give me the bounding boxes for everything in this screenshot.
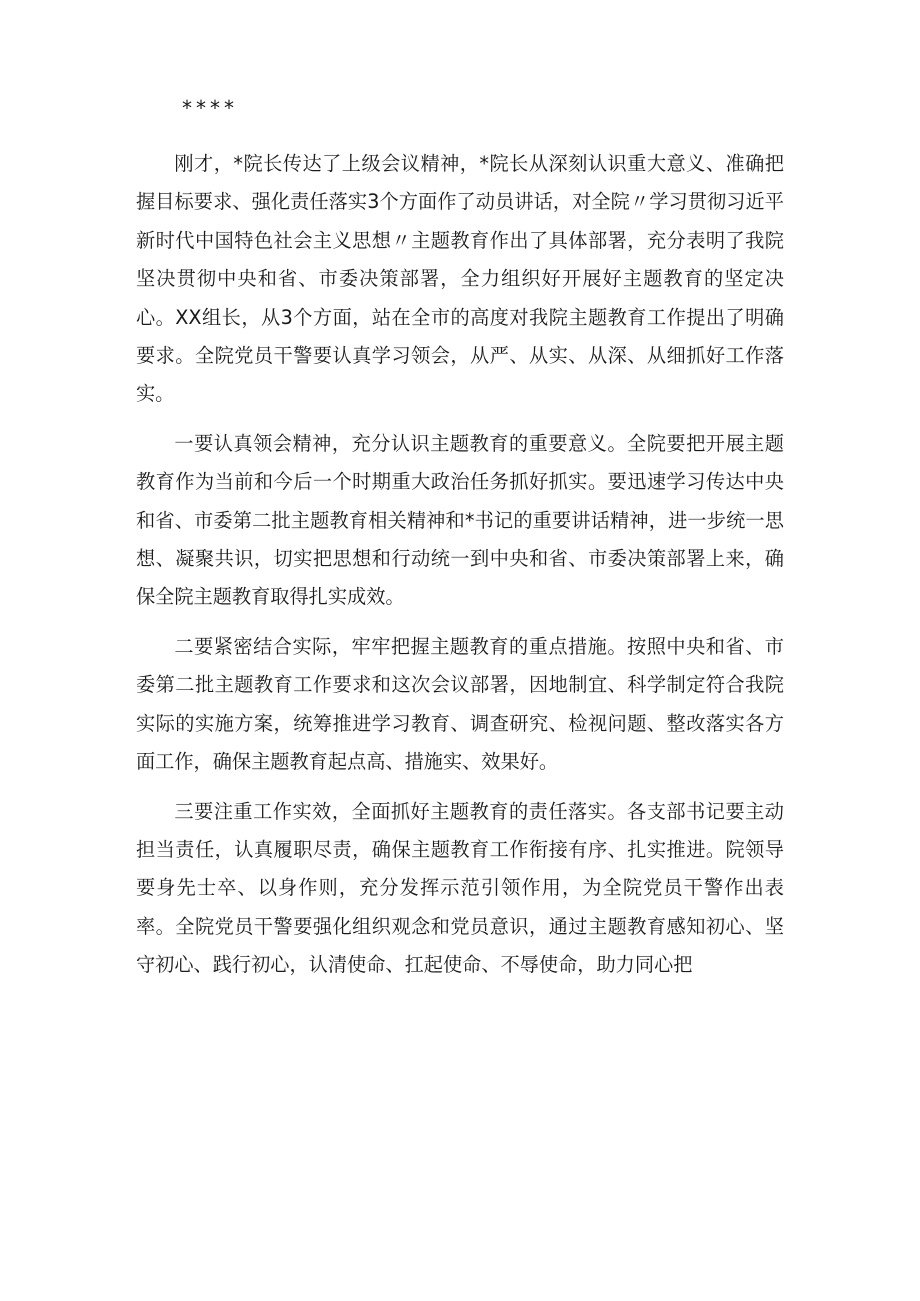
- document-body: [136, 145, 784, 996]
- salutation: ****: [182, 96, 238, 120]
- paragraph-intro: 刚才，*院长传达了上级会议精神，*院长从深刻认识重大意义、准确把握目标要求、强化责任落实3个方面作了动员讲话，对全院〃学习贯彻习近平新时代中国特色社会主义思想〃主题教育作出了具体部署，充分表明了我院坚决贯彻中央和省、市委决策部署，全力组织好开展好主题教育的坚定决心。XX组长，从3个方面，站在全市的高度对我院主题教育工作提出了明确要求。全院党员干警要认真学习领会，从严、从实、从深、从细抓好工作落实。: [136, 152, 784, 406]
- paragraph-point-one: 一要认真领会精神，充分认识主题教育的重要意义。全院要把开展主题教育作为当前和今后一个时期重大政治任务抓好抓实。要迅速学习传达中央和省、市委第二批主题教育相关精神和*书记的重要讲话精神，进一步统一思想、凝聚共识，切实把思想和行动统一到中央和省、市委决策部署上来，确保全院主题教育取得扎实成效。: [136, 431, 784, 609]
- paragraph-point-three: 三要注重工作实效，全面抓好主题教育的责任落实。各支部书记要主动担当责任，认真履职尽责，确保主题教育工作衔接有序、扎实推进。院领导要身先士卒、以身作则，充分发挥示范引领作用，为全院党员干警作出表率。全院党员干警要强化组织观念和党员意识，通过主题教育感知初心、坚守初心、践行初心，认清使命、扛起使命、不辱使命，助力同心把: [136, 799, 784, 977]
- paragraph-point-two: 二要紧密结合实际，牢牢把握主题教育的重点措施。按照中央和省、市委第二批主题教育工作要求和这次会议部署，因地制宜、科学制定符合我院实际的实施方案，统筹推进学习教育、调查研究、检视问题、整改落实各方面工作，确保主题教育起点高、措施实、效果好。: [136, 634, 784, 774]
